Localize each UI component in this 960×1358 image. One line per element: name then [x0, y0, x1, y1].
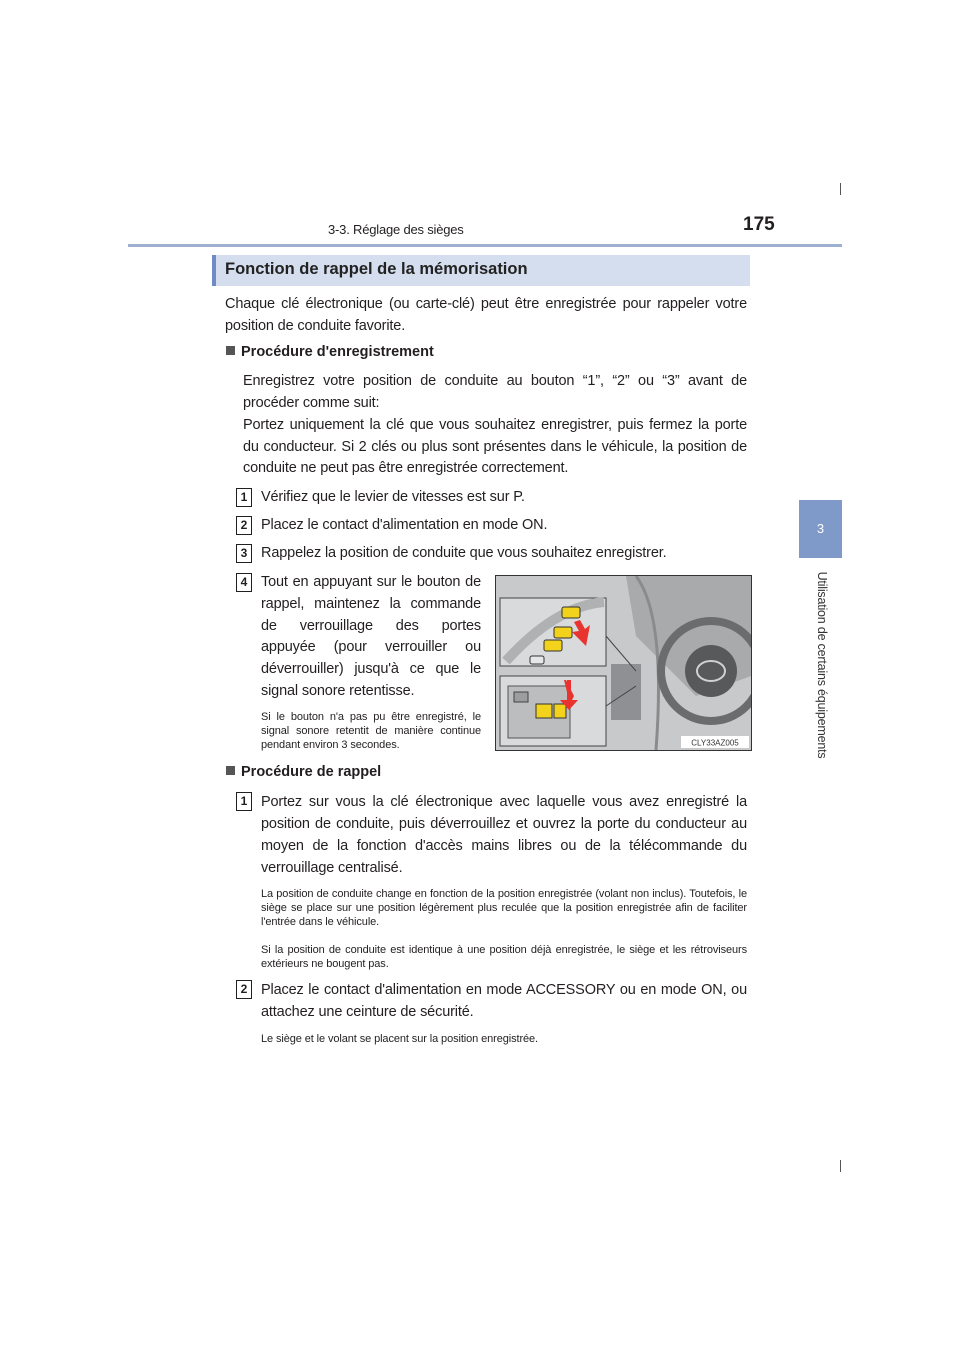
header-section-title: 3-3. Réglage des sièges: [328, 222, 464, 237]
chapter-tab[interactable]: 3: [799, 500, 842, 558]
registration-paragraph: Enregistrez votre position de conduite au bouton “1”, “2” ou “3” avant de procéder comme suit:: [243, 373, 747, 411]
crop-mark-bottom-right: [840, 1160, 841, 1172]
square-bullet-icon: [226, 346, 235, 355]
step-text: Vérifiez que le levier de vitesses est sur P.: [261, 489, 525, 505]
registration-paragraph-2: Portez uniquement la clé que vous souhaitez enregistrer, puis fermez la porte du conducteur. Si 2 clés ou plus sont présentes dans le véhicule, la position de conduite ne peut pas être enregistrée correctement.: [243, 417, 747, 476]
memory-button-figure: [495, 575, 752, 751]
step-text: Placez le contact d'alimentation en mode ON.: [261, 517, 548, 533]
step-number: 4: [236, 573, 252, 592]
step-note: Si le bouton n'a pas pu être enregistré, le signal sonore retentit de manière continue pendant environ 3 secondes.: [261, 711, 481, 751]
step-number: 2: [236, 516, 252, 535]
header-rule: [128, 244, 842, 247]
section-title: Fonction de rappel de la mémorisation: [225, 260, 528, 278]
step-number: 1: [236, 792, 252, 811]
step-number: 1: [236, 488, 252, 507]
figure-illustration: [496, 576, 751, 750]
recall-heading-text: Procédure de rappel: [241, 764, 382, 780]
square-bullet-icon: [226, 766, 235, 775]
step-note: La position de conduite change en fonction de la position enregistrée (volant non inclus). Toutefois, le siège se place sur une position légèrement plus reculée que la position enregistrée afin de faciliter l'entrée dans le véhicule.: [261, 888, 747, 928]
registration-heading: [226, 344, 434, 360]
intro-paragraph: Chaque clé électronique (ou carte-clé) peut être enregistrée pour rappeler votre position de conduite favorite.: [225, 296, 747, 334]
registration-heading-text: Procédure d'enregistrement: [241, 344, 434, 360]
step-note: Le siège et le volant se placent sur la position enregistrée.: [261, 1033, 539, 1045]
step-text: Tout en appuyant sur le bouton de rappel, maintenez la commande de verrouillage des portes appuyée (pour verrouiller ou déverrouiller) jusqu'à ce que le signal sonore retentisse.: [261, 574, 481, 699]
page-number: 175: [743, 214, 775, 235]
recall-heading: [226, 764, 381, 780]
chapter-title: Utilisation de certains équipements: [815, 571, 829, 759]
chapter-title-vertical: [813, 560, 831, 770]
crop-mark-top-right: [840, 183, 841, 195]
section-bar-accent: [212, 255, 216, 286]
step-note: Si la position de conduite est identique à une position déjà enregistrée, le siège et les rétroviseurs extérieurs ne bougent pas.: [261, 944, 747, 970]
step-number: 3: [236, 544, 252, 563]
section-title-bar: [212, 255, 750, 286]
step-text: Placez le contact d'alimentation en mode ACCESSORY ou en mode ON, ou attachez une ceinture de sécurité.: [261, 982, 747, 1020]
figure-code: CLY33AZ005: [691, 738, 739, 748]
step-text: Portez sur vous la clé électronique avec laquelle vous avez enregistré la position de conduite, puis déverrouillez et ouvrez la porte du conducteur au moyen de la fonction d'accès mains libres ou de la télécommande du verrouillage centralisé.: [261, 794, 747, 876]
step-text: Rappelez la position de conduite que vous souhaitez enregistrer.: [261, 545, 667, 561]
step-number: 2: [236, 980, 252, 999]
